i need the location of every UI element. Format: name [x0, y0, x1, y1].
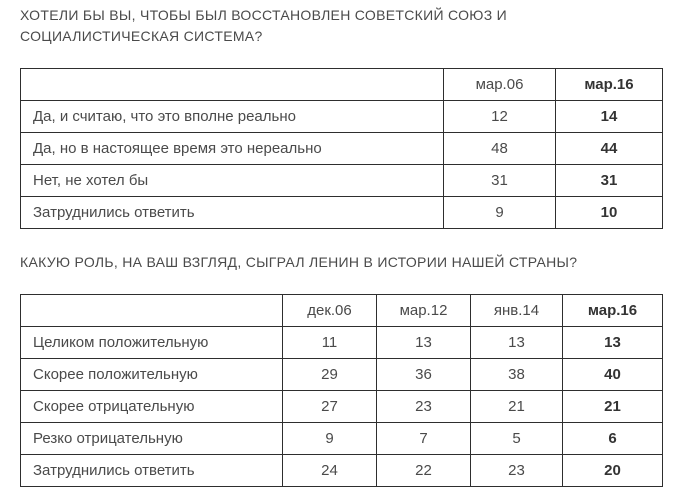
value-cell: 31	[444, 165, 556, 197]
value-cell: 7	[377, 423, 471, 455]
table-header-row	[21, 295, 663, 327]
value-cell: 24	[283, 455, 377, 487]
column-header-mar12: мар.12	[377, 295, 471, 327]
question-section-ussr-restoration	[20, 5, 663, 229]
table-row	[21, 423, 663, 455]
answer-label-cell: Резко отрицательную	[21, 423, 283, 455]
value-cell: 27	[283, 391, 377, 423]
value-cell: 21	[471, 391, 563, 423]
value-cell: 9	[444, 197, 556, 229]
empty-corner-cell	[21, 295, 283, 327]
value-cell-latest: 14	[556, 101, 663, 133]
value-cell: 13	[377, 327, 471, 359]
value-cell: 11	[283, 327, 377, 359]
table-header-row	[21, 69, 663, 101]
value-cell-latest: 10	[556, 197, 663, 229]
answer-label-cell: Да, и считаю, что это вполне реально	[21, 101, 444, 133]
column-header-mar16: мар.16	[556, 69, 663, 101]
question-title-lenin: КАКУЮ РОЛЬ, НА ВАШ ВЗГЛЯД, СЫГРАЛ ЛЕНИН В ИСТОРИИ НАШЕЙ СТРАНЫ?	[20, 254, 578, 270]
value-cell: 23	[471, 455, 563, 487]
answer-label-cell: Затруднились ответить	[21, 455, 283, 487]
value-cell-latest: 31	[556, 165, 663, 197]
column-header-jan14: янв.14	[471, 295, 563, 327]
table-row	[21, 133, 663, 165]
value-cell-latest: 21	[563, 391, 663, 423]
results-table-lenin	[20, 294, 663, 487]
value-cell: 38	[471, 359, 563, 391]
value-cell: 5	[471, 423, 563, 455]
table-row	[21, 327, 663, 359]
table-row	[21, 165, 663, 197]
value-cell: 36	[377, 359, 471, 391]
table-row	[21, 101, 663, 133]
value-cell-latest: 13	[563, 327, 663, 359]
table-row	[21, 455, 663, 487]
empty-corner-cell	[21, 69, 444, 101]
value-cell: 12	[444, 101, 556, 133]
answer-label-cell: Скорее положительную	[21, 359, 283, 391]
answer-label-cell: Затруднились ответить	[21, 197, 444, 229]
table-row	[21, 391, 663, 423]
value-cell-latest: 44	[556, 133, 663, 165]
value-cell: 48	[444, 133, 556, 165]
question-section-lenin-role	[20, 252, 663, 487]
value-cell: 9	[283, 423, 377, 455]
value-cell: 23	[377, 391, 471, 423]
column-header-mar16: мар.16	[563, 295, 663, 327]
value-cell: 22	[377, 455, 471, 487]
value-cell-latest: 20	[563, 455, 663, 487]
value-cell: 13	[471, 327, 563, 359]
value-cell-latest: 6	[563, 423, 663, 455]
column-header-dec06: дек.06	[283, 295, 377, 327]
answer-label-cell: Нет, не хотел бы	[21, 165, 444, 197]
table-row	[21, 359, 663, 391]
value-cell-latest: 40	[563, 359, 663, 391]
results-table-ussr	[20, 68, 663, 229]
question-title-ussr: ХОТЕЛИ БЫ ВЫ, ЧТОБЫ БЫЛ ВОССТАНОВЛЕН СОВЕТСКИЙ СОЮЗ И СОЦИАЛИСТИЧЕСКАЯ СИСТЕМА?	[20, 7, 508, 44]
answer-label-cell: Скорее отрицательную	[21, 391, 283, 423]
table-row	[21, 197, 663, 229]
answer-label-cell: Да, но в настоящее время это нереально	[21, 133, 444, 165]
value-cell: 29	[283, 359, 377, 391]
column-header-mar06: мар.06	[444, 69, 556, 101]
answer-label-cell: Целиком положительную	[21, 327, 283, 359]
